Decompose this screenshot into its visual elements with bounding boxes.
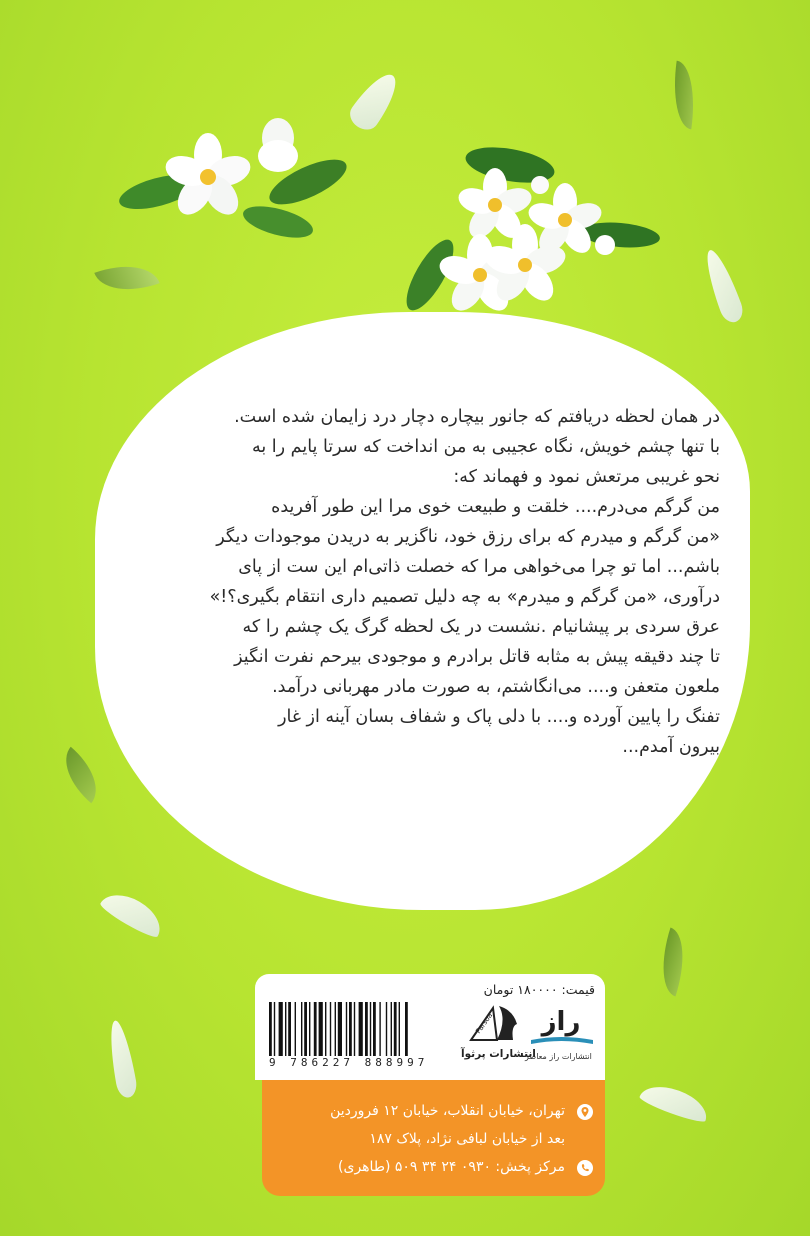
raz-logo-icon bbox=[523, 996, 599, 1048]
publisher-name: انتشارات پرثوآ bbox=[461, 1048, 536, 1060]
story-line: در همان لحظه دریافتم که جانور بیچاره دچار درد زایمان شده است. bbox=[234, 407, 720, 427]
story-line: «من گرگم و میدرم که برای رزق خود، ناگزیر به دریدن موجودات دیگر bbox=[216, 527, 720, 547]
story-line: با تنها چشم خویش، نگاه عجیبی به من انداخت که سرتا پایم را به bbox=[251, 437, 720, 457]
leaf-decoration bbox=[51, 747, 110, 803]
petal-decoration bbox=[638, 1079, 712, 1125]
petal-decoration bbox=[700, 247, 747, 326]
leaf-decoration bbox=[668, 61, 701, 130]
story-line: باشم... اما تو چرا می‌خواهی مرا که خصلت ذاتی‌ام این ست از پای bbox=[238, 557, 720, 577]
barcode bbox=[267, 1002, 457, 1056]
story-line: بیرون آمدم... bbox=[622, 737, 720, 757]
phone-icon bbox=[577, 1160, 593, 1176]
jasmine-flower-illustration bbox=[118, 112, 353, 242]
story-line: ملعون متعفن و.... می‌انگاشتم، به صورت مادر مهربانی درآمد. bbox=[272, 677, 720, 697]
address-box bbox=[262, 1080, 605, 1196]
leaf-decoration bbox=[94, 253, 159, 303]
isbn-number: 9 786227 888997 bbox=[269, 1056, 429, 1069]
publisher-info-box bbox=[255, 974, 605, 1080]
address-line-2: بعد از خیابان لبافی نژاد، پلاک ۱۸۷ bbox=[369, 1131, 565, 1147]
jasmine-flower-illustration bbox=[400, 145, 660, 330]
petal-decoration bbox=[105, 1019, 138, 1099]
location-pin-icon bbox=[577, 1104, 593, 1120]
story-text bbox=[120, 402, 720, 762]
address-line-1: تهران، خیابان انقلاب، خیابان ۱۲ فروردین bbox=[330, 1103, 565, 1119]
price-label: قیمت: ۱۸۰۰۰۰ تومان bbox=[483, 982, 595, 997]
raz-publisher-name: انتشارات راز معاصر bbox=[525, 1052, 592, 1061]
parsoa-logo-icon bbox=[467, 1000, 521, 1046]
story-line: من گرگم می‌درم.... خلقت و طبیعت خوی مرا این طور آفریده bbox=[271, 497, 720, 517]
svg-text:راز: راز bbox=[541, 1007, 581, 1037]
story-line: تا چند دقیقه پیش به مثابه قاتل برادرم و موجودی بیرحم نفرت انگیز bbox=[234, 647, 720, 667]
petal-decoration bbox=[345, 67, 405, 135]
distribution-phone: مرکز پخش: ۰۹۳۰ ۲۴ ۳۴ ۵۰۹ (طاهری) bbox=[338, 1159, 565, 1175]
story-line: درآوری، «من گرگم و میدرم» به چه دلیل تصمیم داری انتقام بگیری؟!» bbox=[209, 587, 720, 607]
story-line: نحو غریبی مرتعش نمود و فهماند که: bbox=[453, 467, 720, 487]
petal-decoration bbox=[98, 885, 168, 941]
leaf-decoration bbox=[651, 928, 696, 997]
story-line: تفنگ را پایین آورده و.... با دلی پاک و شفاف بسان آینه از غار bbox=[278, 707, 720, 727]
story-line: عرق سردی بر پیشانیام .نشست در یک لحظه گرگ یک چشم را که bbox=[242, 617, 720, 637]
svg-text:Parsoa: Parsoa bbox=[474, 1011, 495, 1036]
